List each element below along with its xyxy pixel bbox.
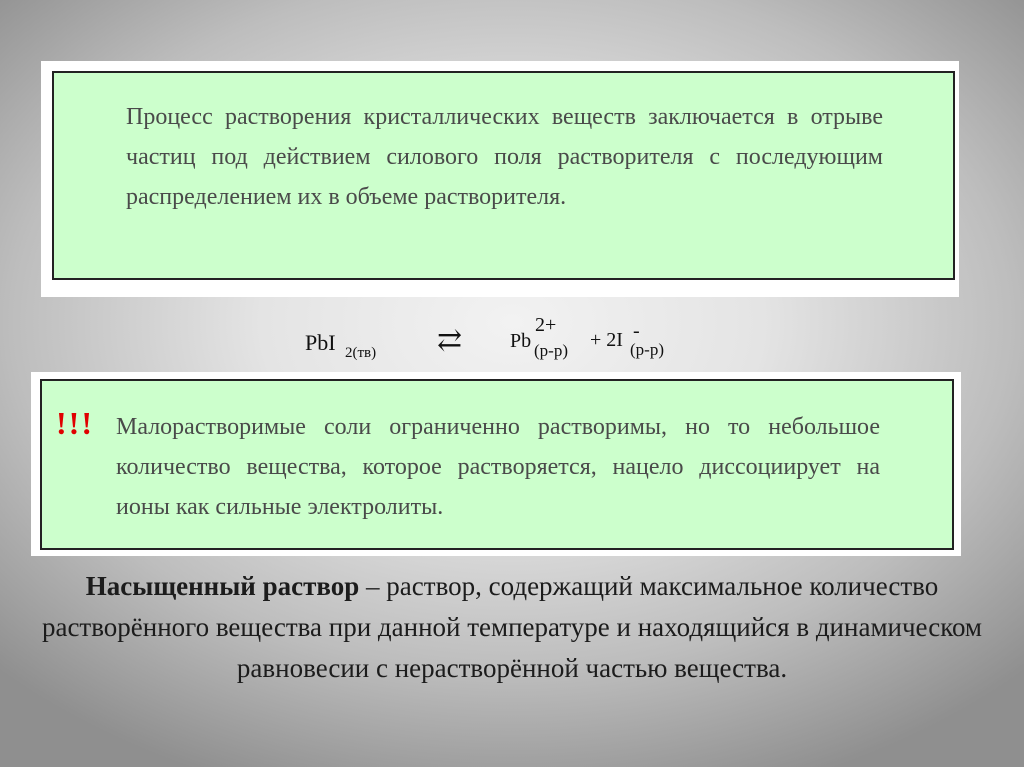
equation-lead-ion: Pb: [510, 330, 532, 352]
definition-body: – раствор, содержащий максимальное количество растворённого вещества при данной температуре и находящийся в динамическом равновесии с нерастворённой частью вещества.: [41, 571, 983, 683]
equation-iodide-state: (р-р): [630, 340, 664, 359]
equation-iodide-charge: -: [633, 320, 640, 342]
equation-iodide-ion: + 2I: [590, 329, 623, 351]
equation-lead-state: (р-р): [534, 341, 568, 360]
equation-reactant: PbI: [305, 330, 336, 355]
equilibrium-arrows-icon: ⇄: [437, 324, 463, 357]
equation-reactant-subscript: 2(тв): [345, 345, 377, 361]
equation-lead-charge: 2+: [535, 314, 557, 336]
sparingly-soluble-salts-text: Малорастворимые соли ограниченно растворимы, но то небольшое количество вещества, которое растворяется, нацело диссоциирует на ионы как сильные электролиты.: [116, 414, 880, 520]
saturated-solution-definition: [40, 566, 984, 689]
exclamation-marks: !!!: [56, 405, 94, 441]
sparingly-soluble-salts-box: [40, 379, 954, 550]
dissolution-process-text: Процесс растворения кристаллических веществ заключается в отрыве частиц под действием силового поля растворителя с последующим распределением их в объеме растворителя.: [126, 104, 883, 210]
dissolution-process-box: [52, 71, 955, 280]
definition-term: Насыщенный раствор: [85, 571, 360, 601]
